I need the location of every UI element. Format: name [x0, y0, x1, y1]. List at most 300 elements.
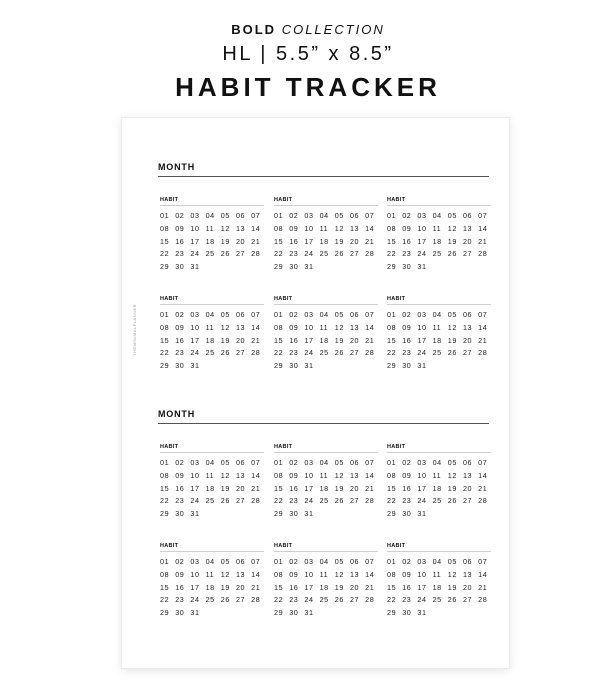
day-cell[interactable]: 06 [349, 458, 360, 467]
day-cell[interactable]: 03 [417, 310, 427, 319]
day-cell[interactable]: 29 [387, 262, 397, 272]
day-cell[interactable]: 11 [432, 322, 442, 332]
day-cell[interactable]: 30 [289, 361, 299, 371]
day-cell[interactable]: 23 [289, 595, 299, 605]
day-cell[interactable]: 31 [304, 608, 314, 618]
day-cell[interactable]: 23 [289, 348, 299, 358]
day-cell[interactable]: 27 [235, 496, 246, 506]
day-cell[interactable]: 20 [462, 483, 473, 493]
day-cell[interactable]: 02 [402, 310, 412, 319]
day-cell[interactable]: 07 [365, 557, 375, 566]
day-cell[interactable]: 04 [205, 211, 215, 220]
day-cell[interactable]: 05 [334, 458, 344, 467]
day-cell[interactable]: 25 [205, 496, 215, 506]
day-cell[interactable]: 18 [205, 483, 215, 493]
day-cell[interactable]: 24 [190, 496, 200, 506]
day-cell[interactable]: 07 [251, 557, 261, 566]
day-cell[interactable]: 02 [402, 211, 412, 220]
day-cell[interactable]: 25 [319, 595, 329, 605]
day-cell[interactable]: 16 [402, 582, 412, 592]
day-cell[interactable]: 24 [304, 249, 314, 259]
day-cell[interactable]: 12 [447, 470, 457, 480]
day-cell[interactable]: 02 [175, 211, 185, 220]
day-cell[interactable]: 09 [402, 322, 412, 332]
day-cell[interactable]: 17 [190, 335, 200, 345]
day-cell[interactable]: 28 [251, 595, 261, 605]
day-cell[interactable]: 17 [417, 335, 427, 345]
day-cell[interactable]: 30 [289, 509, 299, 519]
day-cell[interactable]: 13 [349, 470, 360, 480]
day-cell[interactable]: 23 [402, 496, 412, 506]
day-cell[interactable]: 26 [447, 595, 457, 605]
day-cell[interactable]: 15 [274, 582, 284, 592]
day-cell[interactable]: 27 [235, 595, 246, 605]
day-cell[interactable]: 16 [175, 483, 185, 493]
day-cell[interactable]: 01 [387, 557, 397, 566]
day-cell[interactable]: 16 [289, 483, 299, 493]
day-cell[interactable]: 11 [319, 470, 329, 480]
day-cell[interactable]: 26 [447, 348, 457, 358]
day-cell[interactable]: 20 [349, 582, 360, 592]
day-cell[interactable]: 27 [462, 595, 473, 605]
day-cell[interactable]: 11 [205, 470, 215, 480]
day-cell[interactable]: 06 [235, 211, 246, 220]
day-cell[interactable]: 04 [205, 310, 215, 319]
day-cell[interactable]: 02 [175, 310, 185, 319]
day-cell[interactable]: 02 [289, 211, 299, 220]
day-cell[interactable]: 25 [205, 249, 215, 259]
day-cell[interactable]: 24 [190, 348, 200, 358]
day-cell[interactable]: 08 [160, 569, 170, 579]
day-cell[interactable]: 11 [205, 569, 215, 579]
day-cell[interactable]: 24 [417, 496, 427, 506]
day-cell[interactable]: 24 [417, 348, 427, 358]
day-cell[interactable]: 16 [175, 236, 185, 246]
day-cell[interactable]: 27 [462, 249, 473, 259]
day-cell[interactable]: 29 [387, 608, 397, 618]
day-cell[interactable]: 26 [334, 348, 344, 358]
day-cell[interactable]: 16 [289, 582, 299, 592]
day-cell[interactable]: 27 [349, 595, 360, 605]
day-cell[interactable]: 24 [304, 595, 314, 605]
day-cell[interactable]: 21 [365, 236, 375, 246]
day-cell[interactable]: 24 [190, 249, 200, 259]
day-cell[interactable]: 28 [251, 249, 261, 259]
day-cell[interactable]: 01 [274, 557, 284, 566]
day-cell[interactable]: 12 [447, 569, 457, 579]
day-cell[interactable]: 06 [462, 211, 473, 220]
day-cell[interactable]: 03 [190, 557, 200, 566]
day-cell[interactable]: 05 [334, 310, 344, 319]
day-cell[interactable]: 04 [432, 557, 442, 566]
day-cell[interactable]: 05 [220, 557, 230, 566]
day-cell[interactable]: 03 [190, 458, 200, 467]
day-cell[interactable]: 25 [432, 348, 442, 358]
day-cell[interactable]: 15 [387, 335, 397, 345]
day-cell[interactable]: 10 [190, 470, 200, 480]
day-cell[interactable]: 28 [365, 249, 375, 259]
day-cell[interactable]: 15 [160, 335, 170, 345]
day-cell[interactable]: 04 [432, 310, 442, 319]
day-cell[interactable]: 12 [334, 569, 344, 579]
day-cell[interactable]: 20 [462, 582, 473, 592]
day-cell[interactable]: 18 [205, 582, 215, 592]
day-cell[interactable]: 21 [478, 335, 488, 345]
day-cell[interactable]: 03 [417, 211, 427, 220]
day-cell[interactable]: 08 [160, 470, 170, 480]
day-cell[interactable]: 27 [349, 348, 360, 358]
day-cell[interactable]: 22 [387, 496, 397, 506]
day-cell[interactable]: 05 [447, 458, 457, 467]
day-cell[interactable]: 05 [447, 557, 457, 566]
day-cell[interactable]: 01 [274, 458, 284, 467]
day-cell[interactable]: 23 [175, 595, 185, 605]
day-cell[interactable]: 28 [478, 249, 488, 259]
day-cell[interactable]: 29 [274, 262, 284, 272]
day-cell[interactable]: 12 [334, 322, 344, 332]
day-cell[interactable]: 02 [175, 458, 185, 467]
day-cell[interactable]: 29 [274, 608, 284, 618]
day-cell[interactable]: 30 [175, 262, 185, 272]
day-cell[interactable]: 12 [220, 322, 230, 332]
day-cell[interactable]: 26 [447, 249, 457, 259]
day-cell[interactable]: 03 [304, 557, 314, 566]
day-cell[interactable]: 25 [319, 249, 329, 259]
day-cell[interactable]: 08 [274, 470, 284, 480]
day-cell[interactable]: 02 [175, 557, 185, 566]
day-cell[interactable]: 07 [251, 211, 261, 220]
day-cell[interactable]: 29 [387, 361, 397, 371]
day-cell[interactable]: 21 [365, 483, 375, 493]
day-cell[interactable]: 08 [160, 223, 170, 233]
day-cell[interactable]: 02 [402, 557, 412, 566]
day-cell[interactable]: 14 [251, 322, 261, 332]
day-cell[interactable]: 09 [175, 470, 185, 480]
day-cell[interactable]: 10 [417, 470, 427, 480]
day-cell[interactable]: 22 [160, 348, 170, 358]
day-cell[interactable]: 29 [160, 509, 170, 519]
day-cell[interactable]: 30 [175, 608, 185, 618]
day-cell[interactable]: 04 [205, 458, 215, 467]
day-cell[interactable]: 17 [304, 582, 314, 592]
day-cell[interactable]: 26 [220, 348, 230, 358]
day-cell[interactable]: 17 [304, 236, 314, 246]
day-cell[interactable]: 20 [349, 236, 360, 246]
day-cell[interactable]: 01 [160, 458, 170, 467]
day-cell[interactable]: 28 [365, 496, 375, 506]
day-cell[interactable]: 08 [387, 470, 397, 480]
day-cell[interactable]: 22 [274, 496, 284, 506]
day-cell[interactable]: 17 [417, 582, 427, 592]
day-cell[interactable]: 25 [319, 496, 329, 506]
day-cell[interactable]: 15 [160, 236, 170, 246]
day-cell[interactable]: 27 [349, 249, 360, 259]
day-cell[interactable]: 30 [175, 361, 185, 371]
day-cell[interactable]: 10 [304, 470, 314, 480]
day-cell[interactable]: 10 [417, 569, 427, 579]
day-cell[interactable]: 28 [251, 348, 261, 358]
day-cell[interactable]: 09 [175, 223, 185, 233]
day-cell[interactable]: 31 [417, 262, 427, 272]
day-cell[interactable]: 03 [190, 211, 200, 220]
day-cell[interactable]: 15 [387, 236, 397, 246]
day-cell[interactable]: 16 [289, 335, 299, 345]
day-cell[interactable]: 14 [365, 322, 375, 332]
day-cell[interactable]: 29 [387, 509, 397, 519]
day-cell[interactable]: 29 [160, 608, 170, 618]
day-cell[interactable]: 12 [447, 223, 457, 233]
day-cell[interactable]: 24 [190, 595, 200, 605]
day-cell[interactable]: 19 [334, 483, 344, 493]
day-cell[interactable]: 14 [478, 223, 488, 233]
day-cell[interactable]: 31 [190, 608, 200, 618]
day-cell[interactable]: 09 [289, 223, 299, 233]
day-cell[interactable]: 07 [251, 310, 261, 319]
day-cell[interactable]: 17 [304, 483, 314, 493]
day-cell[interactable]: 14 [478, 322, 488, 332]
day-cell[interactable]: 20 [235, 582, 246, 592]
day-cell[interactable]: 04 [205, 557, 215, 566]
day-cell[interactable]: 18 [319, 483, 329, 493]
day-cell[interactable]: 01 [387, 458, 397, 467]
day-cell[interactable]: 26 [220, 496, 230, 506]
day-cell[interactable]: 20 [235, 335, 246, 345]
day-cell[interactable]: 30 [289, 608, 299, 618]
day-cell[interactable]: 19 [447, 483, 457, 493]
day-cell[interactable]: 14 [251, 569, 261, 579]
day-cell[interactable]: 19 [220, 335, 230, 345]
day-cell[interactable]: 26 [334, 496, 344, 506]
day-cell[interactable]: 24 [417, 249, 427, 259]
day-cell[interactable]: 14 [251, 223, 261, 233]
day-cell[interactable]: 28 [478, 496, 488, 506]
day-cell[interactable]: 22 [274, 249, 284, 259]
day-cell[interactable]: 02 [289, 310, 299, 319]
day-cell[interactable]: 23 [175, 348, 185, 358]
day-cell[interactable]: 23 [402, 249, 412, 259]
day-cell[interactable]: 16 [175, 335, 185, 345]
day-cell[interactable]: 28 [251, 496, 261, 506]
day-cell[interactable]: 02 [402, 458, 412, 467]
day-cell[interactable]: 15 [160, 582, 170, 592]
day-cell[interactable]: 15 [387, 582, 397, 592]
day-cell[interactable]: 22 [387, 595, 397, 605]
day-cell[interactable]: 14 [365, 569, 375, 579]
day-cell[interactable]: 30 [402, 608, 412, 618]
day-cell[interactable]: 29 [274, 361, 284, 371]
day-cell[interactable]: 21 [478, 483, 488, 493]
day-cell[interactable]: 09 [289, 322, 299, 332]
day-cell[interactable]: 15 [387, 483, 397, 493]
day-cell[interactable]: 13 [235, 569, 246, 579]
day-cell[interactable]: 22 [160, 496, 170, 506]
day-cell[interactable]: 03 [190, 310, 200, 319]
day-cell[interactable]: 05 [220, 458, 230, 467]
day-cell[interactable]: 22 [160, 249, 170, 259]
day-cell[interactable]: 07 [478, 458, 488, 467]
day-cell[interactable]: 20 [349, 335, 360, 345]
day-cell[interactable]: 18 [432, 236, 442, 246]
day-cell[interactable]: 03 [417, 458, 427, 467]
day-cell[interactable]: 25 [432, 496, 442, 506]
day-cell[interactable]: 15 [274, 483, 284, 493]
day-cell[interactable]: 31 [304, 361, 314, 371]
day-cell[interactable]: 25 [432, 249, 442, 259]
day-cell[interactable]: 29 [160, 262, 170, 272]
day-cell[interactable]: 09 [289, 470, 299, 480]
day-cell[interactable]: 07 [365, 310, 375, 319]
day-cell[interactable]: 21 [251, 236, 261, 246]
day-cell[interactable]: 18 [319, 236, 329, 246]
day-cell[interactable]: 15 [160, 483, 170, 493]
day-cell[interactable]: 19 [447, 236, 457, 246]
day-cell[interactable]: 18 [432, 582, 442, 592]
day-cell[interactable]: 06 [349, 557, 360, 566]
day-cell[interactable]: 11 [205, 322, 215, 332]
day-cell[interactable]: 06 [235, 557, 246, 566]
day-cell[interactable]: 04 [319, 211, 329, 220]
day-cell[interactable]: 08 [274, 569, 284, 579]
day-cell[interactable]: 18 [432, 335, 442, 345]
day-cell[interactable]: 11 [432, 223, 442, 233]
day-cell[interactable]: 17 [190, 582, 200, 592]
day-cell[interactable]: 26 [334, 595, 344, 605]
day-cell[interactable]: 19 [447, 335, 457, 345]
day-cell[interactable]: 06 [349, 310, 360, 319]
day-cell[interactable]: 24 [304, 496, 314, 506]
day-cell[interactable]: 04 [432, 211, 442, 220]
day-cell[interactable]: 06 [462, 310, 473, 319]
day-cell[interactable]: 14 [365, 223, 375, 233]
day-cell[interactable]: 14 [478, 569, 488, 579]
day-cell[interactable]: 12 [220, 223, 230, 233]
day-cell[interactable]: 18 [319, 335, 329, 345]
day-cell[interactable]: 31 [190, 361, 200, 371]
day-cell[interactable]: 07 [478, 557, 488, 566]
day-cell[interactable]: 19 [220, 483, 230, 493]
day-cell[interactable]: 27 [462, 348, 473, 358]
day-cell[interactable]: 17 [417, 236, 427, 246]
day-cell[interactable]: 19 [447, 582, 457, 592]
day-cell[interactable]: 20 [462, 335, 473, 345]
day-cell[interactable]: 10 [304, 223, 314, 233]
day-cell[interactable]: 22 [274, 348, 284, 358]
day-cell[interactable]: 20 [235, 483, 246, 493]
day-cell[interactable]: 27 [462, 496, 473, 506]
day-cell[interactable]: 06 [235, 310, 246, 319]
day-cell[interactable]: 10 [190, 322, 200, 332]
day-cell[interactable]: 14 [478, 470, 488, 480]
day-cell[interactable]: 25 [205, 595, 215, 605]
day-cell[interactable]: 30 [175, 509, 185, 519]
day-cell[interactable]: 07 [365, 211, 375, 220]
day-cell[interactable]: 28 [365, 348, 375, 358]
day-cell[interactable]: 01 [274, 211, 284, 220]
day-cell[interactable]: 29 [274, 509, 284, 519]
day-cell[interactable]: 19 [220, 236, 230, 246]
day-cell[interactable]: 31 [417, 509, 427, 519]
day-cell[interactable]: 13 [235, 470, 246, 480]
day-cell[interactable]: 19 [220, 582, 230, 592]
day-cell[interactable]: 10 [190, 569, 200, 579]
day-cell[interactable]: 15 [274, 236, 284, 246]
day-cell[interactable]: 06 [462, 557, 473, 566]
day-cell[interactable]: 08 [387, 322, 397, 332]
day-cell[interactable]: 11 [319, 322, 329, 332]
day-cell[interactable]: 26 [220, 249, 230, 259]
day-cell[interactable]: 03 [417, 557, 427, 566]
day-cell[interactable]: 24 [417, 595, 427, 605]
day-cell[interactable]: 04 [319, 557, 329, 566]
day-cell[interactable]: 10 [304, 569, 314, 579]
day-cell[interactable]: 20 [462, 236, 473, 246]
day-cell[interactable]: 25 [432, 595, 442, 605]
day-cell[interactable]: 17 [190, 483, 200, 493]
day-cell[interactable]: 08 [274, 322, 284, 332]
day-cell[interactable]: 13 [462, 223, 473, 233]
day-cell[interactable]: 21 [365, 335, 375, 345]
day-cell[interactable]: 30 [289, 262, 299, 272]
day-cell[interactable]: 23 [175, 249, 185, 259]
day-cell[interactable]: 19 [334, 236, 344, 246]
day-cell[interactable]: 08 [274, 223, 284, 233]
day-cell[interactable]: 04 [319, 458, 329, 467]
day-cell[interactable]: 16 [175, 582, 185, 592]
day-cell[interactable]: 06 [462, 458, 473, 467]
day-cell[interactable]: 31 [190, 262, 200, 272]
day-cell[interactable]: 21 [251, 582, 261, 592]
day-cell[interactable]: 31 [417, 361, 427, 371]
day-cell[interactable]: 29 [160, 361, 170, 371]
day-cell[interactable]: 01 [160, 557, 170, 566]
day-cell[interactable]: 01 [160, 211, 170, 220]
day-cell[interactable]: 21 [251, 335, 261, 345]
day-cell[interactable]: 23 [175, 496, 185, 506]
day-cell[interactable]: 09 [175, 322, 185, 332]
day-cell[interactable]: 17 [417, 483, 427, 493]
day-cell[interactable]: 11 [205, 223, 215, 233]
day-cell[interactable]: 05 [447, 310, 457, 319]
day-cell[interactable]: 27 [235, 249, 246, 259]
day-cell[interactable]: 27 [349, 496, 360, 506]
day-cell[interactable]: 12 [220, 569, 230, 579]
day-cell[interactable]: 03 [304, 211, 314, 220]
day-cell[interactable]: 18 [205, 335, 215, 345]
day-cell[interactable]: 21 [251, 483, 261, 493]
day-cell[interactable]: 23 [402, 595, 412, 605]
day-cell[interactable]: 01 [387, 310, 397, 319]
day-cell[interactable]: 19 [334, 582, 344, 592]
day-cell[interactable]: 06 [349, 211, 360, 220]
day-cell[interactable]: 13 [349, 569, 360, 579]
day-cell[interactable]: 27 [235, 348, 246, 358]
day-cell[interactable]: 12 [334, 470, 344, 480]
day-cell[interactable]: 18 [319, 582, 329, 592]
day-cell[interactable]: 10 [304, 322, 314, 332]
day-cell[interactable]: 26 [220, 595, 230, 605]
day-cell[interactable]: 02 [289, 557, 299, 566]
day-cell[interactable]: 04 [319, 310, 329, 319]
day-cell[interactable]: 25 [319, 348, 329, 358]
day-cell[interactable]: 22 [160, 595, 170, 605]
day-cell[interactable]: 09 [402, 569, 412, 579]
day-cell[interactable]: 21 [478, 236, 488, 246]
day-cell[interactable]: 23 [402, 348, 412, 358]
day-cell[interactable]: 23 [289, 249, 299, 259]
day-cell[interactable]: 14 [365, 470, 375, 480]
day-cell[interactable]: 16 [289, 236, 299, 246]
day-cell[interactable]: 22 [387, 348, 397, 358]
